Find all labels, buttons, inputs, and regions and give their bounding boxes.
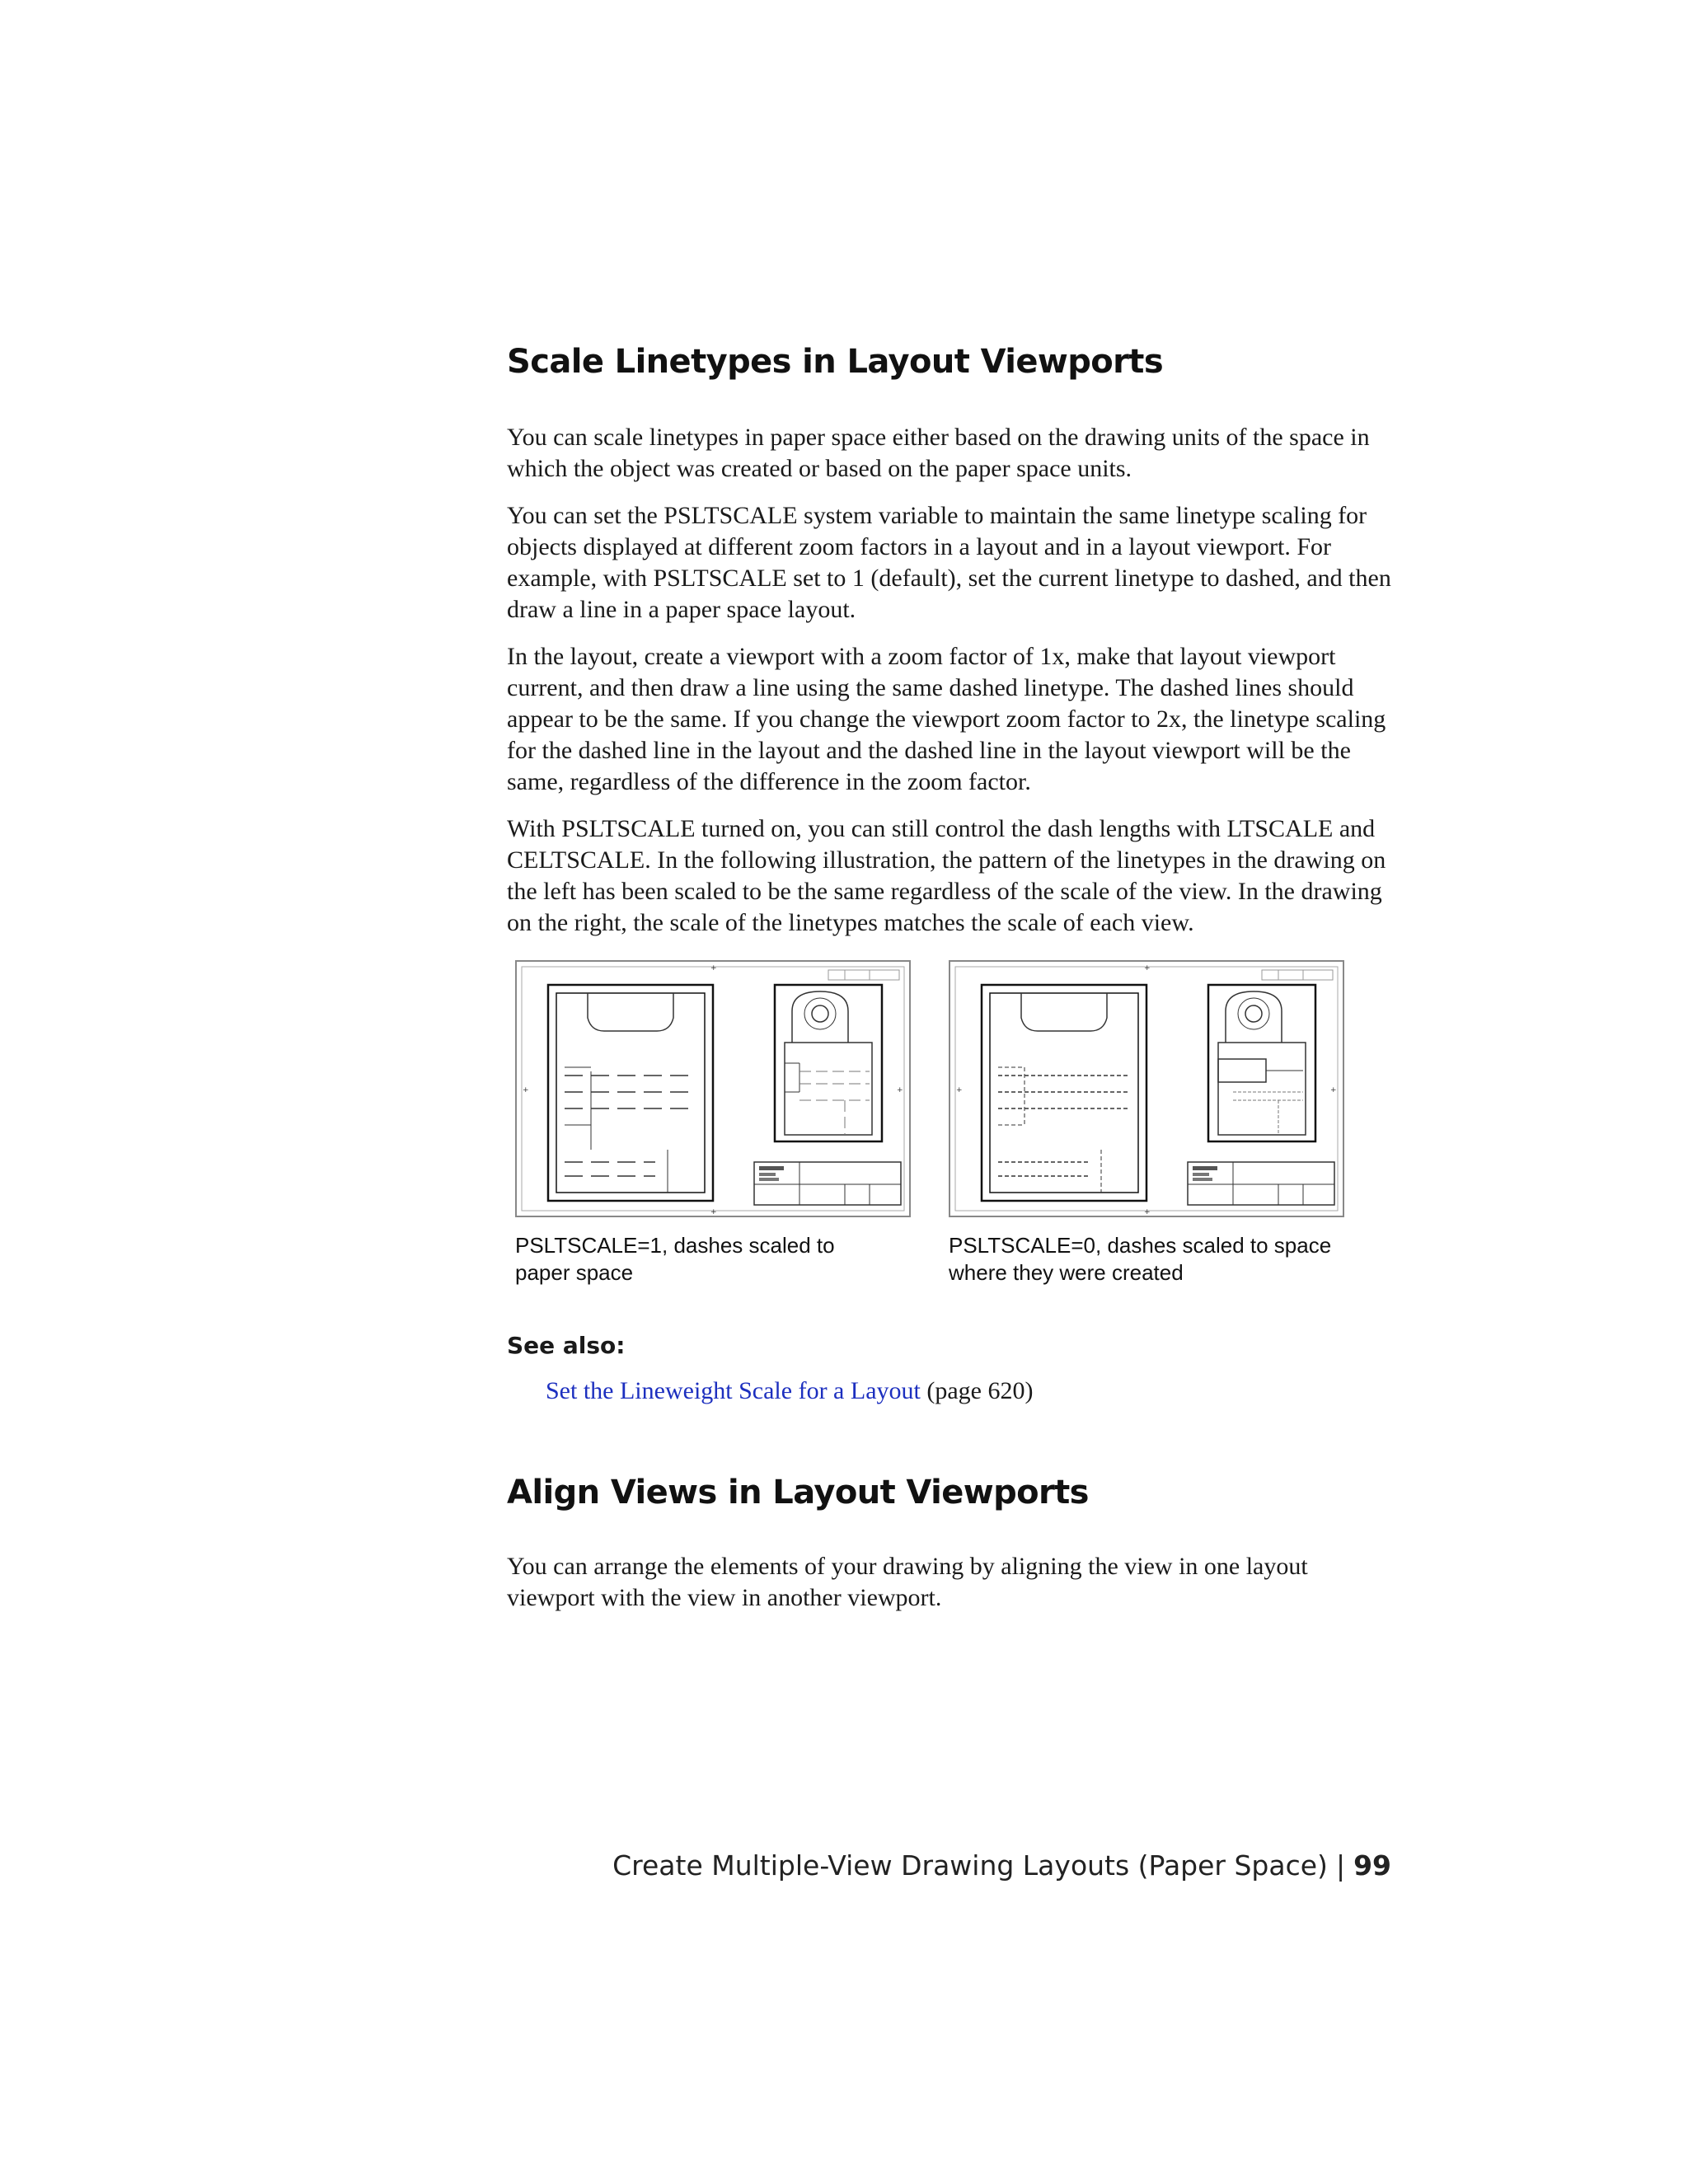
svg-text:+: +: [710, 964, 717, 972]
svg-text:+: +: [1144, 1208, 1151, 1216]
see-also-item: [546, 1376, 1393, 1407]
paragraph: With PSLTSCALE turned on, you can still control the dash lengths with LTSCALE and CELTSCALE. In the following illustration, the pattern of the linetypes in the drawing on the left has been scaled to be the same regardless of the scale of the view. In the drawing on the right, the scale of the linetypes matches the scale of each view.: [507, 815, 1386, 936]
section-heading-align-views: Align Views in Layout Viewports: [507, 1474, 1089, 1511]
svg-text:+: +: [710, 1208, 717, 1216]
paragraph: You can arrange the elements of your drawing by aligning the view in one layout viewport with the view in another viewport.: [507, 1553, 1308, 1611]
footer-chapter-title: Create Multiple-View Drawing Layouts (Paper Space): [612, 1849, 1328, 1882]
see-also-label: See also:: [507, 1332, 626, 1359]
svg-text:+: +: [1330, 1086, 1337, 1094]
svg-text:+: +: [1144, 964, 1151, 972]
section-heading-scale-linetypes: Scale Linetypes in Layout Viewports: [507, 343, 1164, 381]
layout-drawing-illustration: [949, 960, 1344, 1217]
illustration-row: [515, 960, 1393, 1286]
paragraph: In the layout, create a viewport with a zoom factor of 1x, make that layout viewport current, and then draw a line using the same dashed linetype. The dashed lines should appear to be the same. If you change the viewport zoom factor to 2x, the linetype scaling for the dashed line in the layout and the dashed line in the layout viewport will be the same, regardless of the difference in the zoom factor.: [507, 643, 1386, 795]
footer-separator: |: [1335, 1849, 1346, 1882]
svg-text:+: +: [956, 1086, 963, 1094]
layout-drawing-illustration: [515, 960, 911, 1217]
figure-psltscale-1: [515, 960, 911, 1286]
figure-psltscale-0: [949, 960, 1344, 1286]
page-reference: (page 620): [926, 1377, 1034, 1404]
svg-text:+: +: [523, 1086, 529, 1094]
figure-caption: PSLTSCALE=0, dashes scaled to space where they were created: [949, 1233, 1332, 1285]
paragraph: You can set the PSLTSCALE system variable to maintain the same linetype scaling for objects displayed at different zoom factors in a layout and in a layout viewport. For example, with PSLTSCALE set to 1 (default), set the current linetype to dashed, and then draw a line in a paper space layout.: [507, 502, 1391, 623]
svg-text:+: +: [897, 1086, 903, 1094]
page-content: [507, 342, 1393, 1629]
see-also-link[interactable]: Set the Lineweight Scale for a Layout: [546, 1377, 921, 1404]
paragraph: You can scale linetypes in paper space either based on the drawing units of the space in which the object was created or based on the paper space units.: [507, 424, 1370, 482]
figure-caption: PSLTSCALE=1, dashes scaled to paper space: [515, 1233, 835, 1285]
page-footer: [612, 1849, 1391, 1882]
page-number: 99: [1353, 1849, 1391, 1882]
